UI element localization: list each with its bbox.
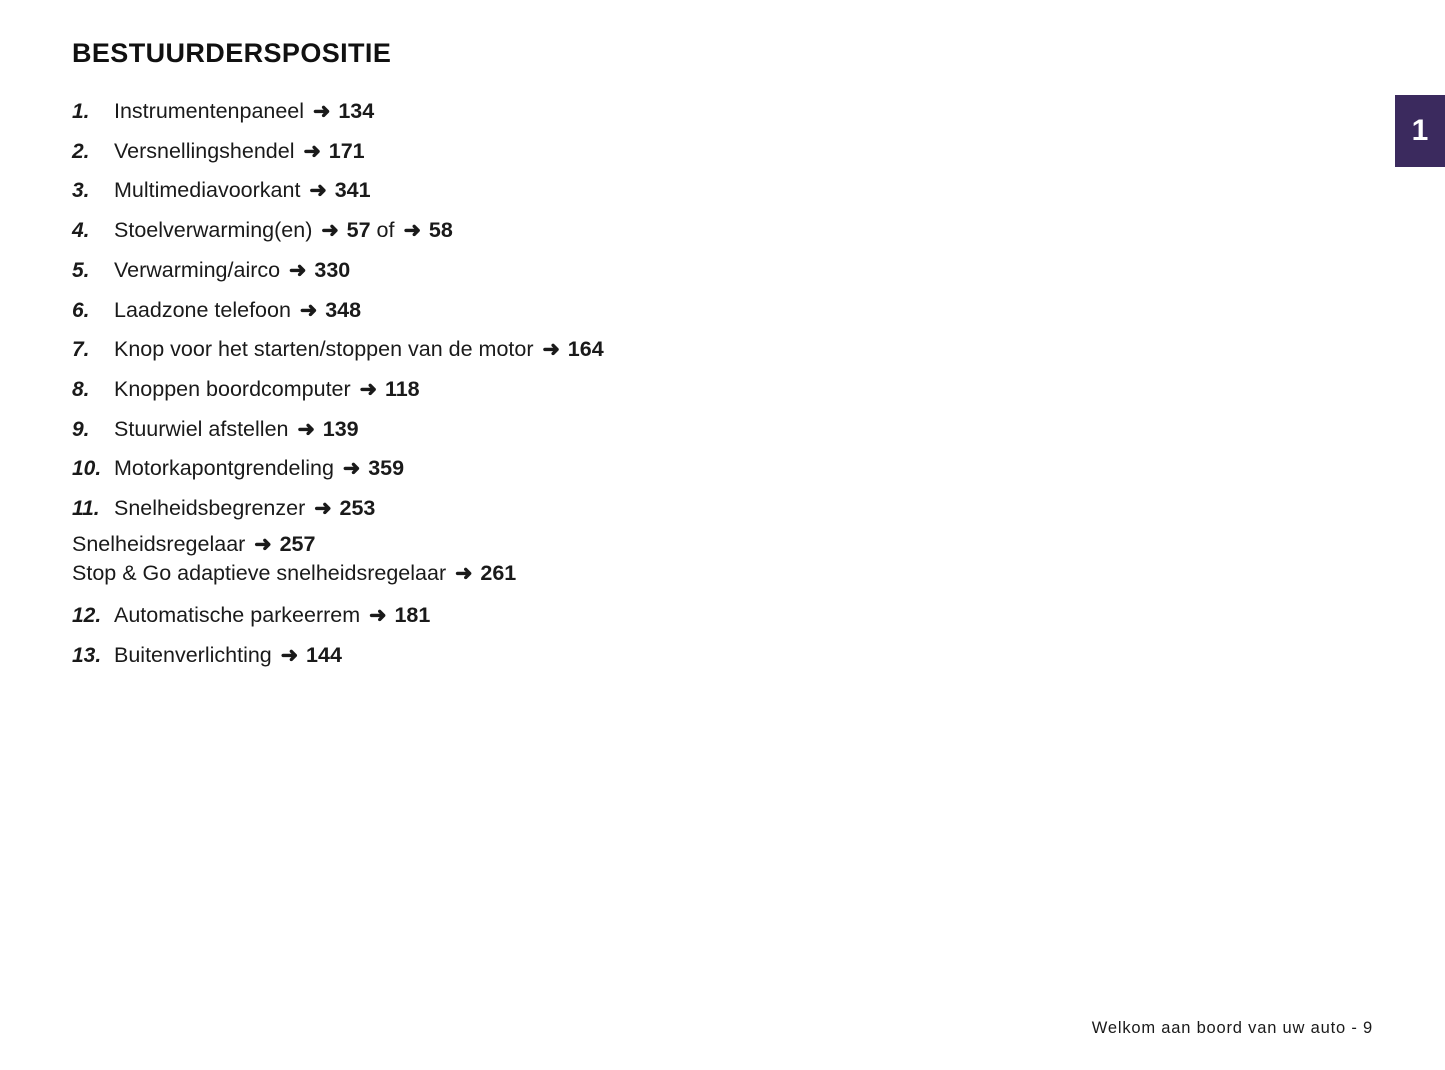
list-item — [72, 375, 1252, 404]
page-reference-separator: of — [370, 218, 401, 243]
arrow-right-icon: ➜ — [308, 497, 338, 521]
arrow-right-icon: ➜ — [315, 219, 345, 243]
list-item-label: Instrumentenpaneel — [114, 99, 305, 123]
list-item — [72, 137, 1252, 166]
page-reference: 118 — [384, 377, 420, 402]
page-reference: 257 — [279, 531, 316, 556]
list-item-label: Stoelverwarming(en) — [114, 218, 313, 243]
page-reference: 348 — [325, 297, 362, 322]
list-item-sublines — [72, 530, 1252, 589]
list-item-body — [114, 494, 1252, 523]
list-item-label: Buitenverlichting — [114, 642, 272, 667]
page-reference: 330 — [314, 257, 351, 282]
list-sub-item — [72, 559, 1252, 589]
page-reference: 181 — [394, 603, 431, 627]
legend-list — [72, 97, 1252, 669]
list-item-number: 7. — [72, 338, 90, 362]
list-item-number: 12. — [72, 604, 102, 627]
list-item-label: Verwarming/airco — [114, 257, 281, 282]
list-item-body — [114, 375, 1252, 404]
list-item-body — [114, 256, 1252, 285]
list-item-number: 8. — [72, 378, 90, 402]
list-item-label: Versnellingshendel — [114, 138, 295, 163]
arrow-right-icon: ➜ — [291, 417, 321, 441]
list-item-number: 6. — [72, 298, 90, 322]
page-reference: 171 — [328, 138, 365, 163]
page-reference: 57 — [346, 218, 371, 243]
arrow-right-icon: ➜ — [293, 298, 324, 322]
list-item — [72, 296, 1252, 325]
list-item-body — [114, 296, 1252, 325]
page-reference: 359 — [368, 456, 405, 481]
list-item-number: 10. — [72, 457, 102, 481]
list-item-label: Snelheidsbegrenzer — [114, 496, 306, 521]
list-item-number: 9. — [72, 417, 90, 441]
page-reference: 341 — [334, 178, 371, 203]
list-item — [72, 641, 1252, 670]
list-item — [72, 256, 1252, 285]
list-item — [72, 176, 1252, 205]
page-reference: 139 — [322, 416, 359, 441]
list-item-body — [114, 97, 1252, 126]
arrow-right-icon: ➜ — [307, 100, 337, 123]
list-item — [72, 97, 1252, 126]
list-item-label: Knop voor het starten/stoppen van de motor — [114, 337, 534, 362]
list-item-body — [114, 641, 1252, 670]
list-sub-item-label: Stop & Go adaptieve snelheidsregelaar — [72, 561, 447, 586]
arrow-right-icon: ➜ — [536, 338, 566, 362]
arrow-right-icon: ➜ — [353, 378, 383, 402]
list-item-number: 3. — [72, 179, 90, 203]
list-item — [72, 601, 1252, 630]
arrow-right-icon: ➜ — [283, 258, 313, 282]
list-item-body — [114, 216, 1252, 245]
list-item-label: Stuurwiel afstellen — [114, 416, 289, 441]
list-item — [72, 415, 1252, 444]
list-item — [72, 335, 1252, 364]
page-reference: 261 — [480, 561, 517, 586]
arrow-right-icon: ➜ — [303, 179, 333, 203]
arrow-right-icon: ➜ — [363, 604, 393, 627]
page-reference: 164 — [567, 337, 604, 362]
list-item-label: Automatische parkeerrem — [114, 603, 361, 627]
page-reference: 58 — [428, 218, 453, 243]
arrow-right-icon: ➜ — [248, 532, 278, 556]
list-item-number: 1. — [72, 100, 90, 123]
list-item-body — [114, 415, 1252, 444]
list-item-body — [114, 176, 1252, 205]
list-item-number: 5. — [72, 258, 90, 282]
list-item-number: 13. — [72, 643, 102, 667]
page-reference: 253 — [339, 496, 376, 521]
arrow-right-icon: ➜ — [274, 643, 305, 667]
list-item-number: 4. — [72, 219, 90, 243]
arrow-right-icon: ➜ — [336, 457, 367, 481]
list-item-body — [114, 454, 1252, 483]
list-sub-item-label: Snelheidsregelaar — [72, 531, 246, 556]
page-reference: 134 — [338, 99, 375, 123]
list-item-label: Motorkapontgrendeling — [114, 456, 334, 481]
chapter-tab: 1 — [1395, 95, 1445, 167]
list-item-label: Knoppen boordcomputer — [114, 377, 351, 402]
arrow-right-icon: ➜ — [297, 139, 327, 163]
arrow-right-icon: ➜ — [403, 219, 427, 243]
list-sub-item — [72, 530, 1252, 560]
list-item-body — [114, 137, 1252, 166]
list-item — [72, 216, 1252, 245]
page-content — [72, 38, 1252, 680]
page-title: BESTUURDERSPOSITIE — [72, 38, 392, 68]
page-footer: Welkom aan boord van uw auto - 9 — [1091, 1019, 1373, 1037]
list-item-label: Laadzone telefoon — [114, 297, 291, 322]
list-item — [72, 454, 1252, 483]
list-item-number: 11. — [72, 497, 100, 521]
list-item-label: Multimediavoorkant — [114, 178, 301, 203]
page-reference: 144 — [306, 642, 342, 667]
list-item-body — [114, 335, 1252, 364]
list-item — [72, 494, 1252, 523]
list-item-body — [114, 601, 1252, 630]
arrow-right-icon: ➜ — [449, 562, 479, 586]
list-item-number: 2. — [72, 139, 90, 163]
